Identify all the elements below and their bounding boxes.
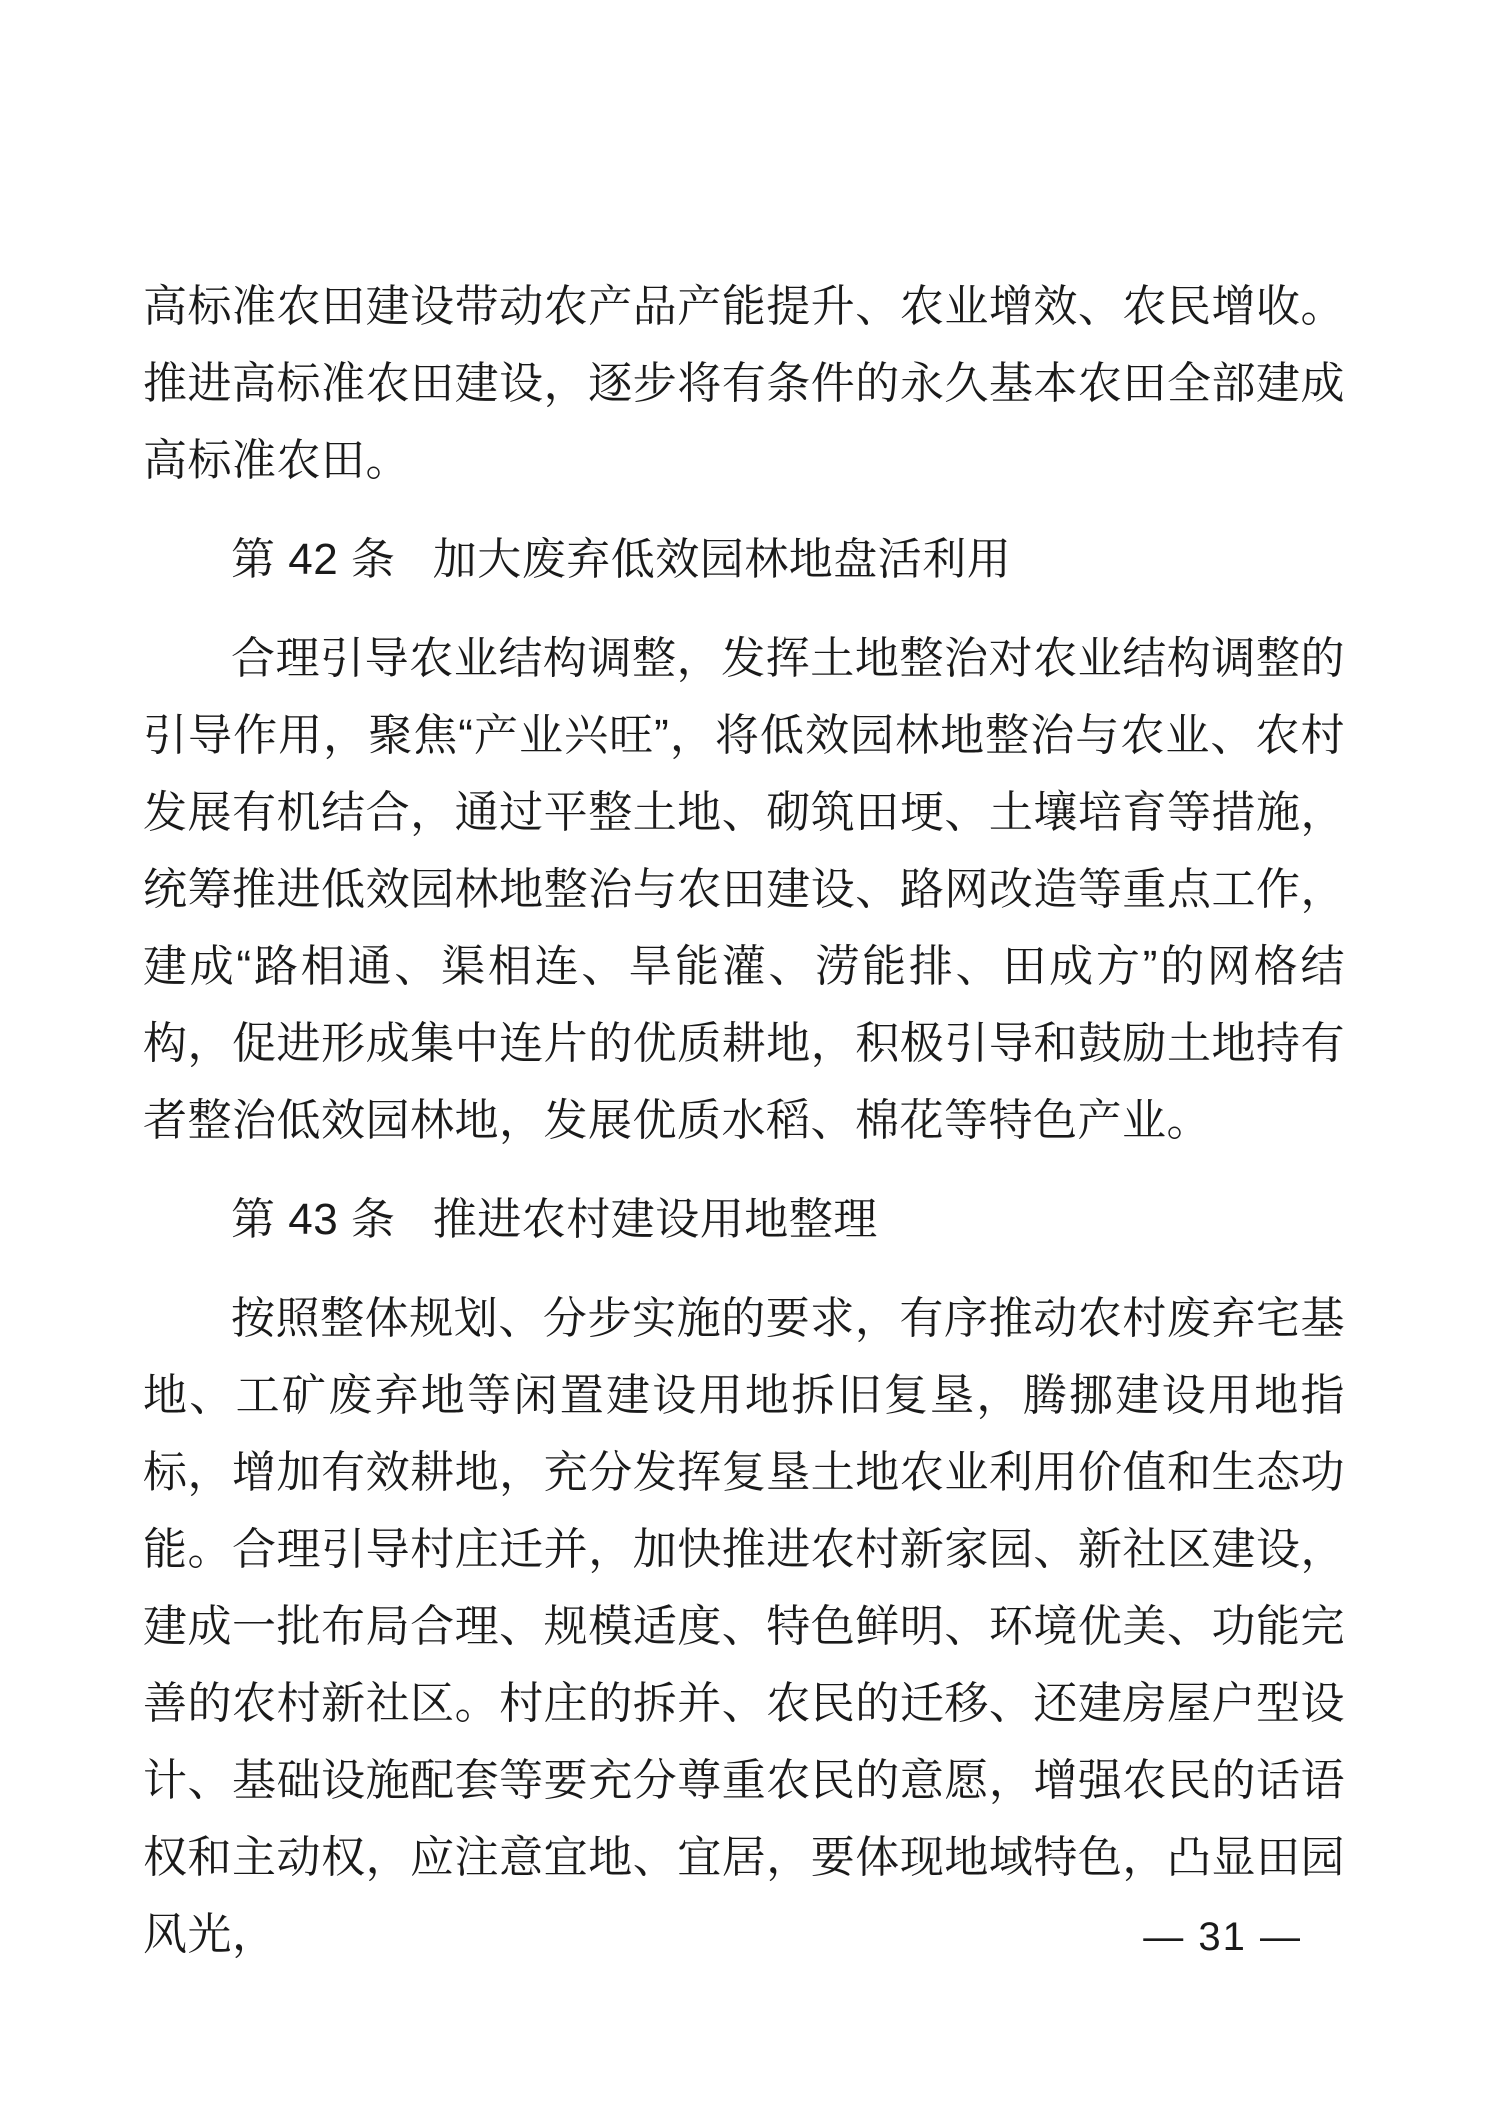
article-43-title: 推进农村建设用地整理 [432, 1195, 878, 1244]
article-43-number: 第 43 条 [231, 1195, 396, 1244]
paragraph-continuation: 高标准农田建设带动农产品产能提升、农业增效、农民增收。推进高标准农田建设，逐步将有条件的永久基本农田全部建成高标准农田。 [143, 282, 1345, 485]
article-43-heading [143, 1181, 1345, 1258]
article-42-title: 加大废弃低效园林地盘活利用 [432, 535, 1012, 584]
article-42-heading [143, 521, 1345, 598]
paragraph-article-42-body: 合理引导农业结构调整，发挥土地整治对农业结构调整的引导作用，聚焦“产业兴旺”，将低效园林地整治与农业、农村发展有机结合，通过平整土地、砌筑田埂、土壤培育等措施，统筹推进低效园林地整治与农田建设、路网改造等重点工作，建成“路相通、渠相连、旱能灌、涝能排、田成方”的网格结构，促进形成集中连片的优质耕地，积极引导和鼓励土地持有者整治低效园林地，发展优质水稻、棉花等特色产业。 [143, 634, 1345, 1145]
paragraph-article-43-body: 按照整体规划、分步实施的要求，有序推动农村废弃宅基地、工矿废弃地等闲置建设用地拆旧复垦，腾挪建设用地指标，增加有效耕地，充分发挥复垦土地农业利用价值和生态功能。合理引导村庄迁并，加快推进农村新家园、新社区建设，建成一批布局合理、规模适度、特色鲜明、环境优美、功能完善的农村新社区。村庄的拆并、农民的迁移、还建房屋户型设计、基础设施配套等要充分尊重农民的意愿，增强农民的话语权和主动权，应注意宜地、宜居，要体现地域特色，凸显田园风光， [143, 1294, 1345, 1959]
document-body [143, 268, 1345, 1973]
article-42-number: 第 42 条 [231, 535, 396, 584]
page-number: — 31 — [1143, 1915, 1302, 1959]
